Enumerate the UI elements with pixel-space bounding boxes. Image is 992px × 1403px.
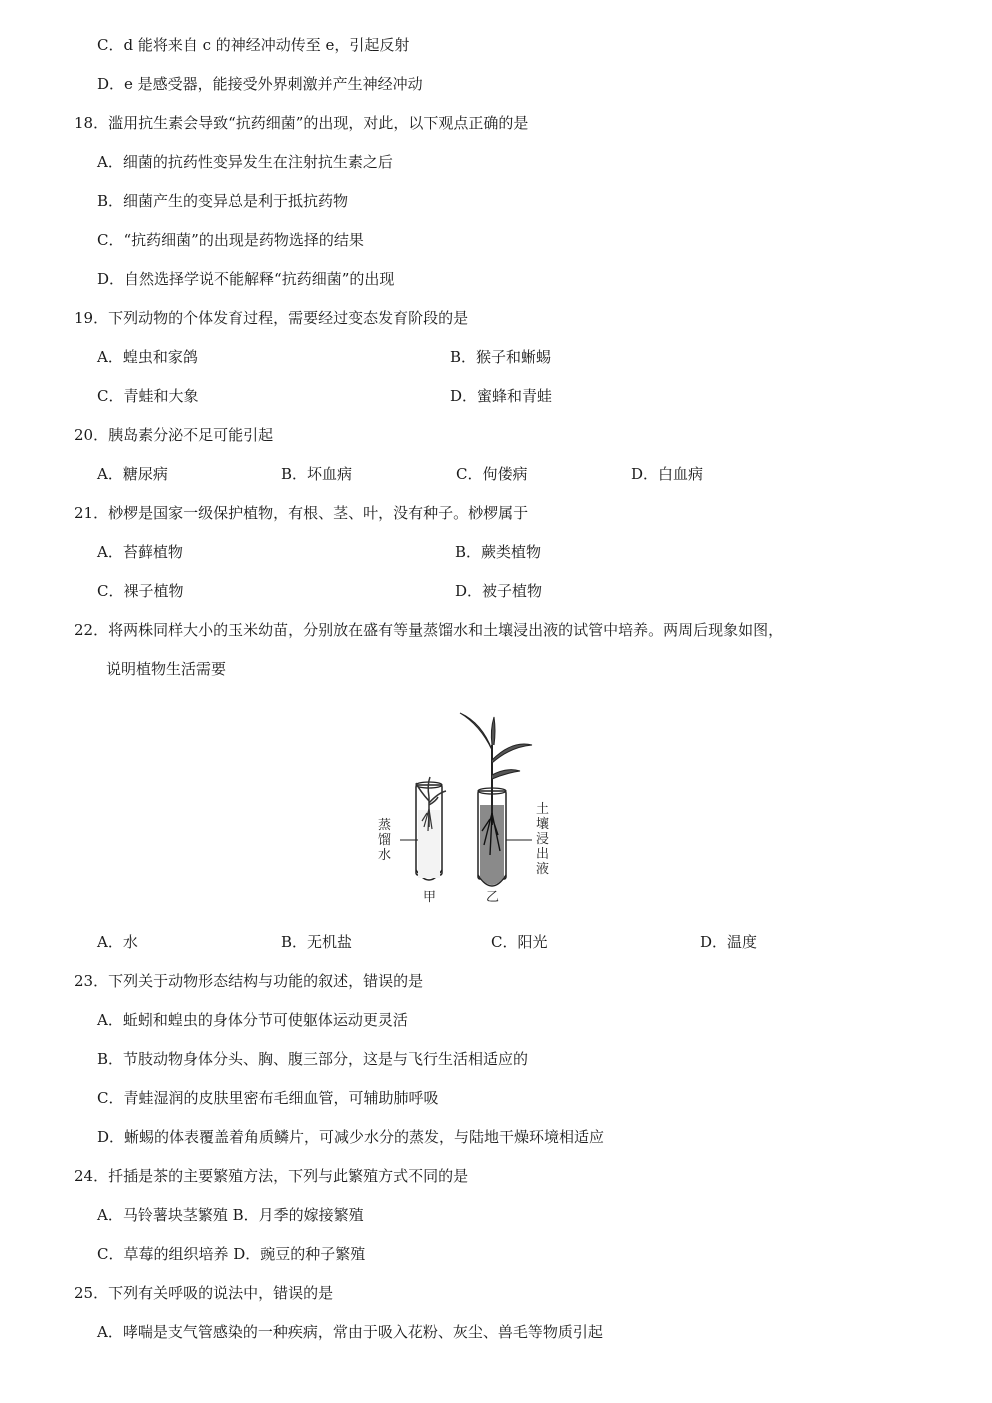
q20-option-c: C．佝偻病 bbox=[456, 465, 528, 483]
q19-option-c: C．青蛙和大象 bbox=[97, 387, 199, 405]
q21-option-b: B．蕨类植物 bbox=[455, 543, 542, 561]
label-soil-1: 土 bbox=[536, 802, 550, 817]
q24-options-ab: A．马铃薯块茎繁殖 B．月季的嫁接繁殖 bbox=[97, 1206, 364, 1224]
q17-option-d: D．e 是感受器，能接受外界刺激并产生神经冲动 bbox=[97, 75, 423, 93]
seedling-right-leaf-3 bbox=[492, 770, 520, 779]
label-distilled-3: 水 bbox=[378, 848, 392, 863]
q22-option-b: B．无机盐 bbox=[281, 933, 353, 951]
q19-option-b: B．猴子和蜥蜴 bbox=[450, 348, 552, 366]
test-tube-illustration bbox=[372, 705, 582, 905]
q22-option-a: A．水 bbox=[97, 933, 138, 951]
q22-stem: 22．将两株同样大小的玉米幼苗，分别放在盛有等量蒸馏水和土壤浸出液的试管中培养。两周后现象如图， bbox=[74, 621, 784, 639]
test-tube-figure bbox=[372, 705, 582, 905]
q25-stem: 25．下列有关呼吸的说法中，错误的是 bbox=[74, 1284, 334, 1302]
q21-option-d: D．被子植物 bbox=[455, 582, 543, 600]
q18-option-b: B．细菌产生的变异总是利于抵抗药物 bbox=[97, 192, 349, 210]
q24-stem: 24．扦插是茶的主要繁殖方法，下列与此繁殖方式不同的是 bbox=[74, 1167, 469, 1185]
q23-stem: 23．下列关于动物形态结构与功能的叙述，错误的是 bbox=[74, 972, 424, 990]
q21-option-a: A．苔藓植物 bbox=[97, 543, 183, 561]
q20-option-d: D．白血病 bbox=[631, 465, 704, 483]
q18-option-c: C．“抗药细菌”的出现是药物选择的结果 bbox=[97, 231, 364, 249]
q20-option-a: A．糖尿病 bbox=[97, 465, 168, 483]
q18-option-d: D．自然选择学说不能解释“抗药细菌”的出现 bbox=[97, 270, 395, 288]
label-distilled-1: 蒸 bbox=[378, 818, 392, 833]
q22-stem-continued: 说明植物生活需要 bbox=[106, 660, 227, 678]
q18-stem: 18．滥用抗生素会导致“抗药细菌”的出现，对此，以下观点正确的是 bbox=[74, 114, 529, 132]
q25-option-a: A．哮喘是支气管感染的一种疾病，常由于吸入花粉、灰尘、兽毛等物质引起 bbox=[97, 1323, 603, 1341]
q20-option-b: B．坏血病 bbox=[281, 465, 353, 483]
q18-option-a: A．细菌的抗药性变异发生在注射抗生素之后 bbox=[97, 153, 393, 171]
label-tube-yi: 乙 bbox=[486, 890, 500, 905]
label-soil-4: 出 bbox=[536, 847, 550, 862]
label-distilled-2: 馏 bbox=[378, 833, 392, 848]
label-soil-2: 壤 bbox=[536, 817, 550, 832]
q23-option-b: B．节肢动物身体分头、胸、腹三部分，这是与飞行生活相适应的 bbox=[97, 1050, 529, 1068]
q21-stem: 21．桫椤是国家一级保护植物，有根、茎、叶，没有种子。桫椤属于 bbox=[74, 504, 529, 522]
q19-option-d: D．蜜蜂和青蛙 bbox=[450, 387, 553, 405]
q19-stem: 19．下列动物的个体发育过程，需要经过变态发育阶段的是 bbox=[74, 309, 469, 327]
q21-option-c: C．裸子植物 bbox=[97, 582, 184, 600]
q22-option-d: D．温度 bbox=[700, 933, 758, 951]
q23-option-a: A．蚯蚓和蝗虫的身体分节可使躯体运动更灵活 bbox=[97, 1011, 408, 1029]
label-soil-3: 浸 bbox=[536, 832, 550, 847]
label-soil-5: 液 bbox=[536, 862, 550, 877]
seedling-right-leaf-4 bbox=[491, 717, 495, 745]
q20-stem: 20．胰岛素分泌不足可能引起 bbox=[74, 426, 274, 444]
q24-options-cd: C．草莓的组织培养 D．豌豆的种子繁殖 bbox=[97, 1245, 366, 1263]
q22-option-c: C．阳光 bbox=[491, 933, 548, 951]
seedling-right-leaf-1 bbox=[460, 713, 492, 750]
q23-option-c: C．青蛙湿润的皮肤里密布毛细血管，可辅助肺呼吸 bbox=[97, 1089, 439, 1107]
q23-option-d: D．蜥蜴的体表覆盖着角质鳞片，可减少水分的蒸发，与陆地干燥环境相适应 bbox=[97, 1128, 605, 1146]
q19-option-a: A．蝗虫和家鸽 bbox=[97, 348, 198, 366]
q17-option-c: C．d 能将来自 c 的神经冲动传至 e，引起反射 bbox=[97, 36, 410, 54]
seedling-right-leaf-2 bbox=[492, 744, 532, 763]
label-tube-jia: 甲 bbox=[423, 890, 437, 905]
